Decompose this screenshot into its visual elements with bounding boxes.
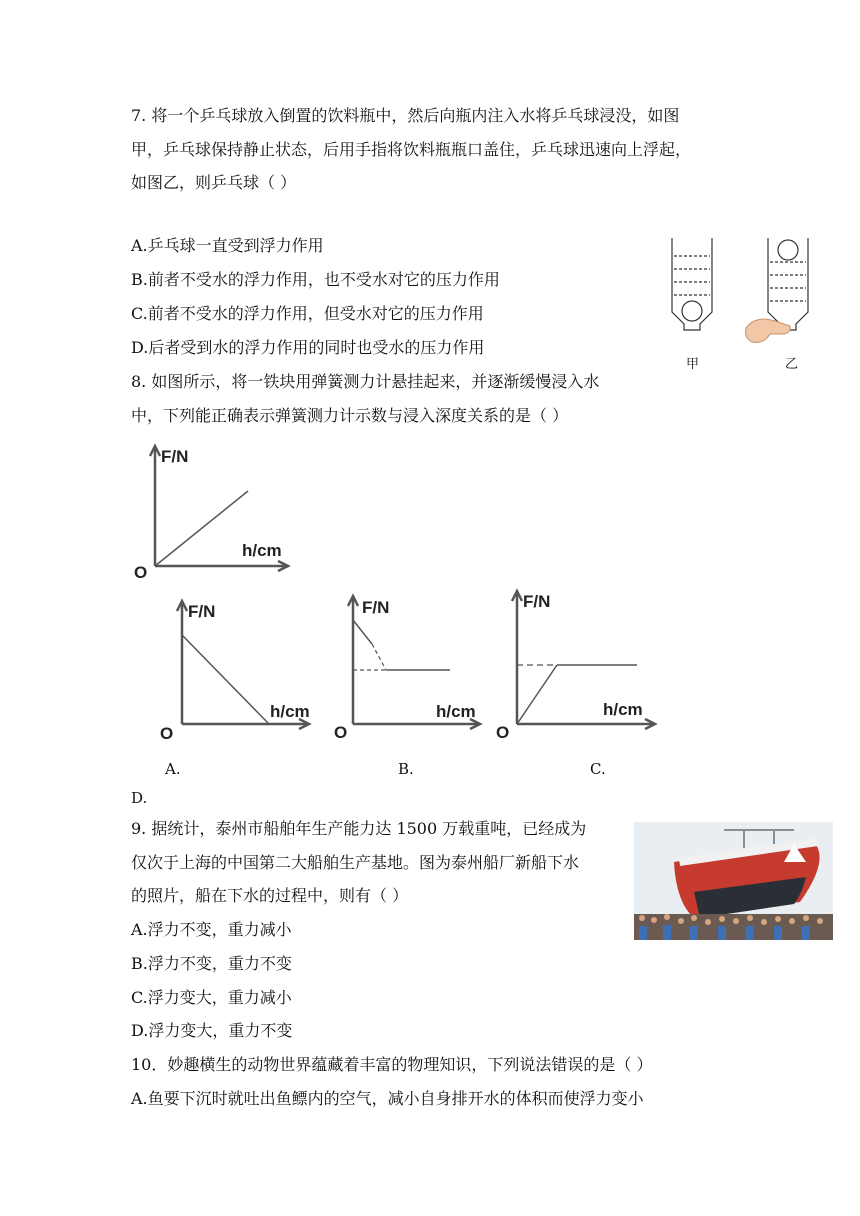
q8-graph-c <box>328 590 488 742</box>
q7-stem-line-1: 7. 将一个乒乓球放入倒置的饮料瓶中，然后向瓶内注入水将乒乓球浸没，如图 <box>131 106 680 125</box>
q8-label-a: A. <box>165 760 181 778</box>
y-axis-label: F/N <box>161 447 189 466</box>
x-axis-label: h/cm <box>603 700 643 719</box>
origin-label: O <box>496 723 510 742</box>
origin-label: O <box>334 723 348 742</box>
q7-option-b: B.前者不受水的浮力作用，也不受水对它的压力作用 <box>131 270 500 289</box>
y-axis-label: F/N <box>188 602 216 621</box>
q8-label-c: C. <box>590 760 606 778</box>
q7-option-a: A.乒乓球一直受到浮力作用 <box>131 236 324 255</box>
y-axis-label: F/N <box>362 598 390 617</box>
q10-stem-line-1: 10．妙趣横生的动物世界蕴藏着丰富的物理知识，下列说法错误的是（ ） <box>131 1055 653 1074</box>
q8-stem-line-1: 8. 如图所示，将一铁块用弹簧测力计悬挂起来，并逐渐缓慢浸入水 <box>131 372 600 391</box>
q8-label-b: B. <box>398 760 414 778</box>
bottle-yi <box>768 238 808 330</box>
q8-graph-a <box>128 440 308 580</box>
q9-option-a: A.浮力不变，重力减小 <box>131 920 292 939</box>
q8-graph-d <box>493 585 663 742</box>
bottle-jia <box>672 238 712 330</box>
origin-label: O <box>134 563 148 582</box>
x-axis-label: h/cm <box>270 702 310 721</box>
q7-figure-label-yi: 乙 <box>785 357 799 372</box>
q7-stem-line-3: 如图乙，则乒乓球（ ） <box>131 173 297 192</box>
q9-option-d: D.浮力变大，重力不变 <box>131 1021 293 1040</box>
q9-option-c: C.浮力变大，重力减小 <box>131 988 292 1007</box>
q7-option-d: D.后者受到水的浮力作用的同时也受水的压力作用 <box>131 338 485 357</box>
q7-option-c: C.前者不受水的浮力作用，但受水对它的压力作用 <box>131 304 484 323</box>
graph-line <box>182 635 269 724</box>
origin-label: O <box>160 724 174 743</box>
q9-stem-line-1: 9. 据统计，泰州市船舶年生产能力达 1500 万载重吨，已经成为 <box>131 819 587 838</box>
q8-label-d: D. <box>131 789 148 807</box>
hand-shape <box>746 319 791 342</box>
graph-line <box>155 491 248 566</box>
q7-bottle-figure <box>660 232 830 372</box>
q7-figure-label-jia: 甲 <box>686 357 700 372</box>
q9-option-b: B.浮力不变，重力不变 <box>131 954 292 973</box>
q8-graph-b <box>155 595 330 743</box>
ship-launch-photo <box>634 822 833 940</box>
q8-stem-line-2: 中，下列能正确表示弹簧测力计示数与浸入深度关系的是（ ） <box>131 406 569 425</box>
q10-option-a: A.鱼要下沉时就吐出鱼鳔内的空气，减小自身排开水的体积而使浮力变小 <box>131 1089 644 1108</box>
q9-stem-line-2: 仅次于上海的中国第二大船舶生产基地。图为泰州船厂新船下水 <box>131 853 580 872</box>
q7-stem-line-2: 甲，乒乓球保持静止状态，后用手指将饮料瓶瓶口盖住，乒乓球迅速向上浮起， <box>131 140 692 159</box>
x-axis-label: h/cm <box>436 702 476 721</box>
q9-stem-line-3: 的照片，船在下水的过程中，则有（ ） <box>131 886 409 905</box>
y-axis-label: F/N <box>523 592 551 611</box>
x-axis-label: h/cm <box>242 541 282 560</box>
